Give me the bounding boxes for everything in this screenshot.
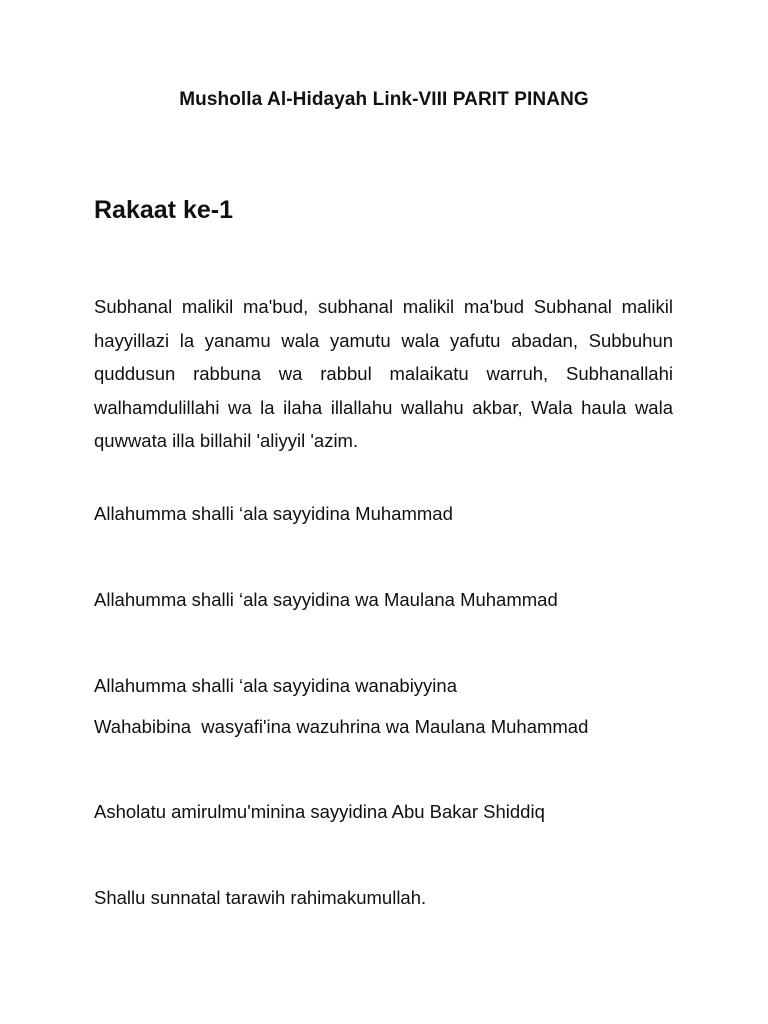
prayer-line-6: Shallu sunnatal tarawih rahimakumullah.: [94, 887, 427, 908]
document-title: Musholla Al-Hidayah Link-VIII PARIT PINANG: [179, 89, 589, 110]
prayer-line-3: Allahumma shalli ‘ala sayyidina wanabiyyina: [94, 675, 457, 696]
prayer-line-4: Wahabibina wasyafi'ina wazuhrina wa Maulana Muhammad: [94, 716, 589, 737]
prayer-line-2: Allahumma shalli ‘ala sayyidina wa Maulana Muhammad: [94, 589, 558, 610]
prayer-paragraph: Subhanal malikil ma'bud, subhanal malikil ma'bud Subhanal malikil hayyillazi la yanamu wala yamutu wala yafutu abadan, Subbuhun quddusun rabbuna wa rabbul malaikatu warruh, Subhanallahi walhamdulillahi wa la ilaha illallahu wallahu akbar, Wala haula wala quwwata illa billahil 'aliyyil 'azim.: [94, 296, 673, 451]
prayer-line-1: Allahumma shalli ‘ala sayyidina Muhammad: [94, 503, 453, 524]
section-heading: Rakaat ke-1: [94, 196, 233, 224]
prayer-line-5: Asholatu amirulmu'minina sayyidina Abu Bakar Shiddiq: [94, 801, 545, 822]
